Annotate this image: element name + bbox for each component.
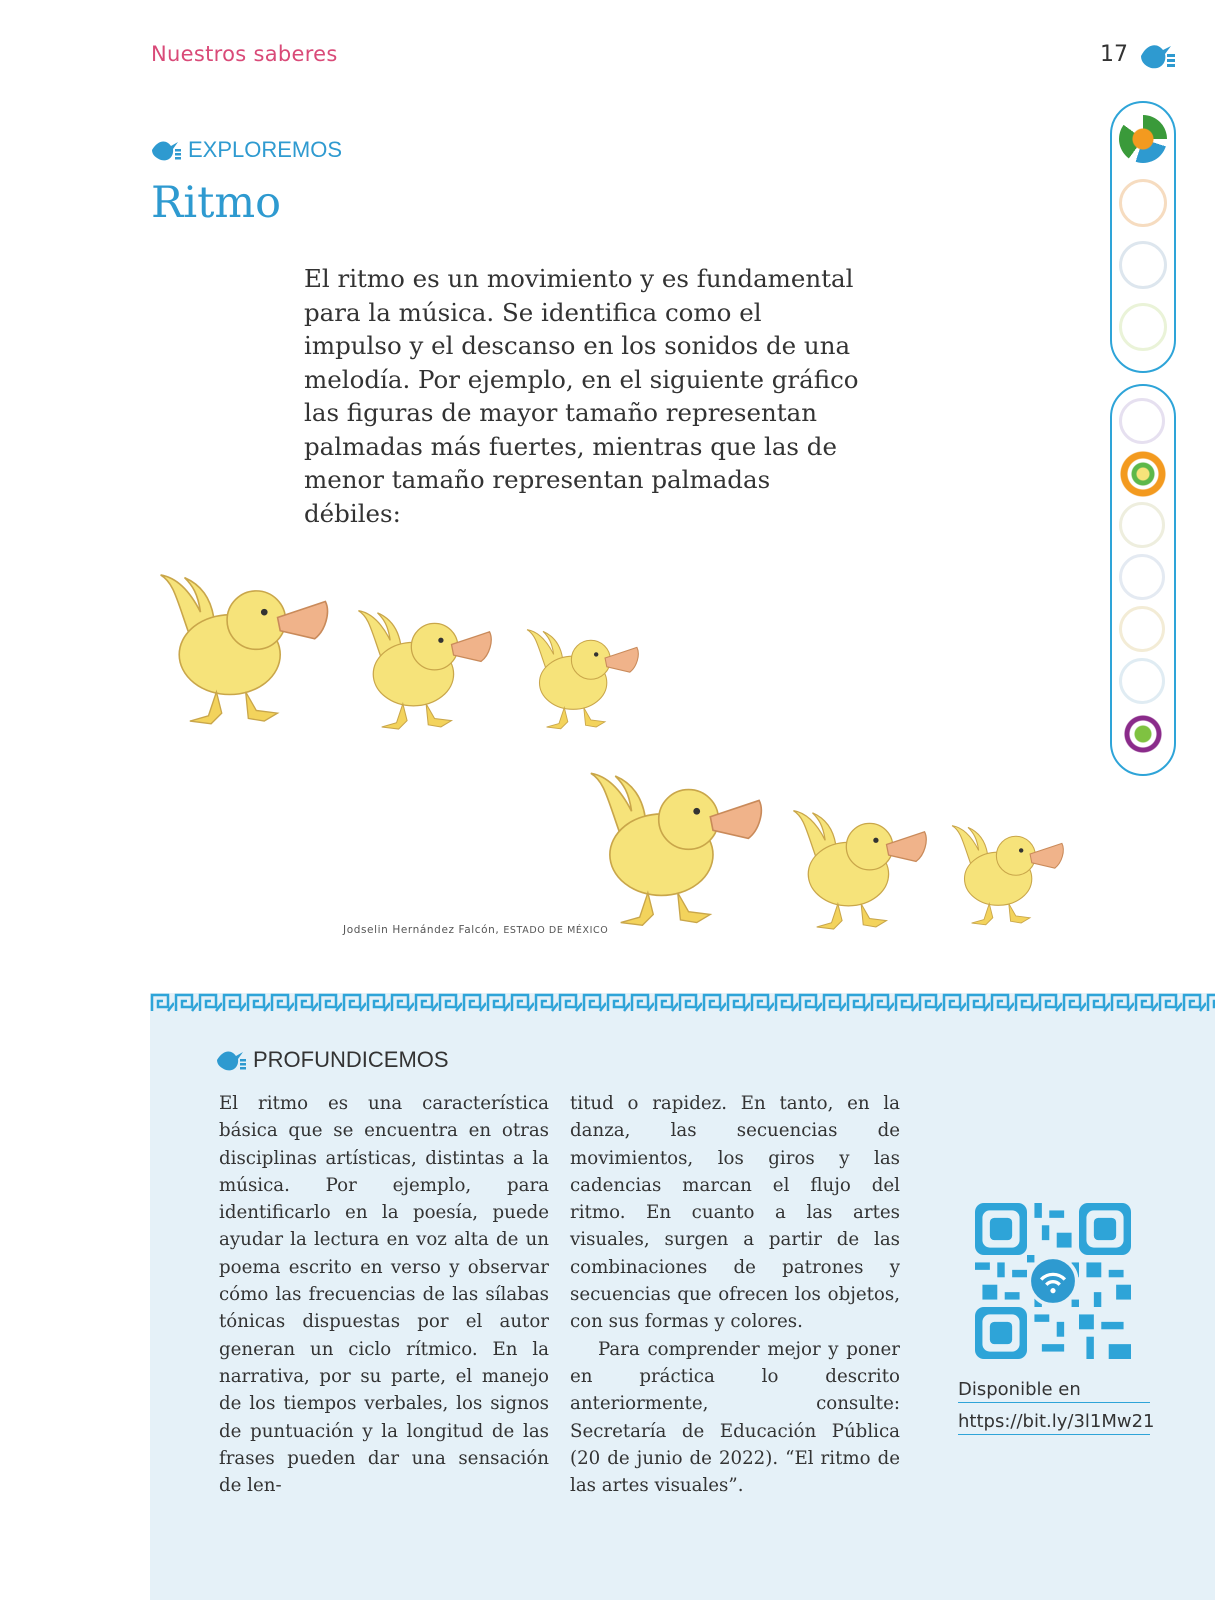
page-title: Ritmo	[151, 178, 282, 228]
credit-author: Jodselin Hernández Falcón,	[343, 924, 500, 936]
faded-campus-icon	[1119, 179, 1167, 227]
active-axis-icon	[1119, 710, 1167, 758]
resource-link[interactable]: https://bit.ly/3l1Mw21	[958, 1411, 1150, 1435]
axis-icon-column	[1110, 384, 1176, 776]
duck-medium-figure	[350, 604, 498, 740]
duck-medium-figure	[785, 804, 933, 940]
greek-key-pattern	[150, 993, 1215, 1013]
available-at-label: Disponible en	[958, 1379, 1150, 1403]
duck-small-figure	[520, 624, 644, 738]
credit-place: ESTADO DE MÉXICO	[503, 925, 609, 936]
hummingbird-logo-icon	[1137, 38, 1177, 74]
intro-paragraph: El ritmo es un movimiento y es fundamental para la música. Se identifica como el impulso y el descanso en los sonidos de una melodía. Por ejemplo, en el siguiente gráfico las figuras de mayor tamaño representan palmadas más fuertes, mientras que las de menor tamaño representan palmadas débiles:	[304, 264, 859, 528]
faded-axis-icon	[1119, 658, 1165, 704]
hummingbird-icon	[150, 136, 182, 164]
deepen-column-left	[219, 1090, 549, 1499]
active-axis-icon	[1119, 450, 1167, 498]
faded-campus-icon	[1119, 241, 1167, 289]
faded-campus-icon	[1119, 303, 1167, 351]
illustration-credit	[343, 924, 608, 936]
decorative-border	[150, 993, 1215, 1013]
deepen-column-right	[570, 1090, 900, 1499]
section-header: Nuestros saberes	[151, 42, 338, 66]
qr-code[interactable]	[975, 1203, 1131, 1359]
campus-icon-column	[1110, 101, 1176, 373]
community-campus-icon	[1119, 115, 1167, 163]
deepen-section-label	[215, 1046, 449, 1074]
duck-small-figure	[945, 820, 1069, 934]
hummingbird-icon	[215, 1046, 247, 1074]
page-number: 17	[1100, 42, 1128, 67]
faded-axis-icon	[1119, 398, 1165, 444]
explore-section-label	[150, 136, 342, 164]
faded-axis-icon	[1119, 554, 1165, 600]
explore-label-text: EXPLOREMOS	[188, 137, 343, 162]
deepen-label-text: PROFUNDICEMOS	[253, 1047, 449, 1072]
deepen-paragraph: titud o rapidez. En tanto, en la danza, las secuencias de movimientos, los giros y las cadencias marcan el flujo del ritmo. En cuanto a las artes visuales, surgen a partir de las combinaciones de patrones y secuencias que ofrecen los objetos, con sus formas y colores.	[570, 1093, 900, 1333]
faded-axis-icon	[1119, 502, 1165, 548]
duck-large-figure	[150, 566, 336, 738]
duck-large-figure	[580, 764, 770, 940]
deepen-paragraph: El ritmo es una característica básica que se encuentra en otras disciplinas artísticas, distintas a la música. Por ejemplo, para identificarlo en la poesía, puede ayudar la lectura en voz alta de un poema escrito en verso y observar cómo las frecuencias de las sílabas tónicas dispuestas por el autor generan un ciclo rítmico. En la narrativa, por su parte, el manejo de los tiempos verbales, los signos de puntuación y la longitud de las frases pueden dar una sensación de len-	[219, 1093, 549, 1497]
faded-axis-icon	[1119, 606, 1165, 652]
deepen-paragraph: Para comprender mejor y poner en práctica lo descrito anteriormente, consulte: Secretaría de Educación Pública (20 de junio de 2022). “El ritmo de las artes visuales”.	[570, 1338, 900, 1497]
